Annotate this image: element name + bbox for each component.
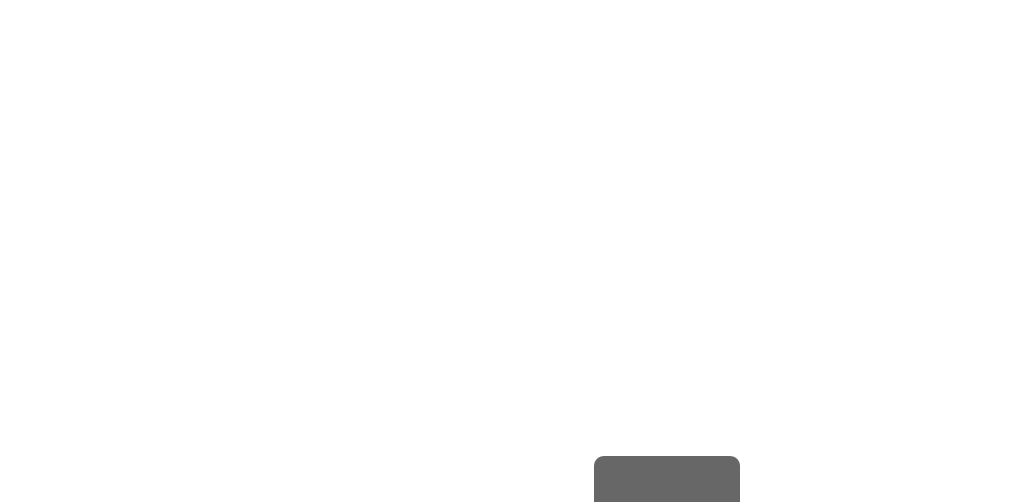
floating-toolbar bbox=[594, 456, 740, 502]
